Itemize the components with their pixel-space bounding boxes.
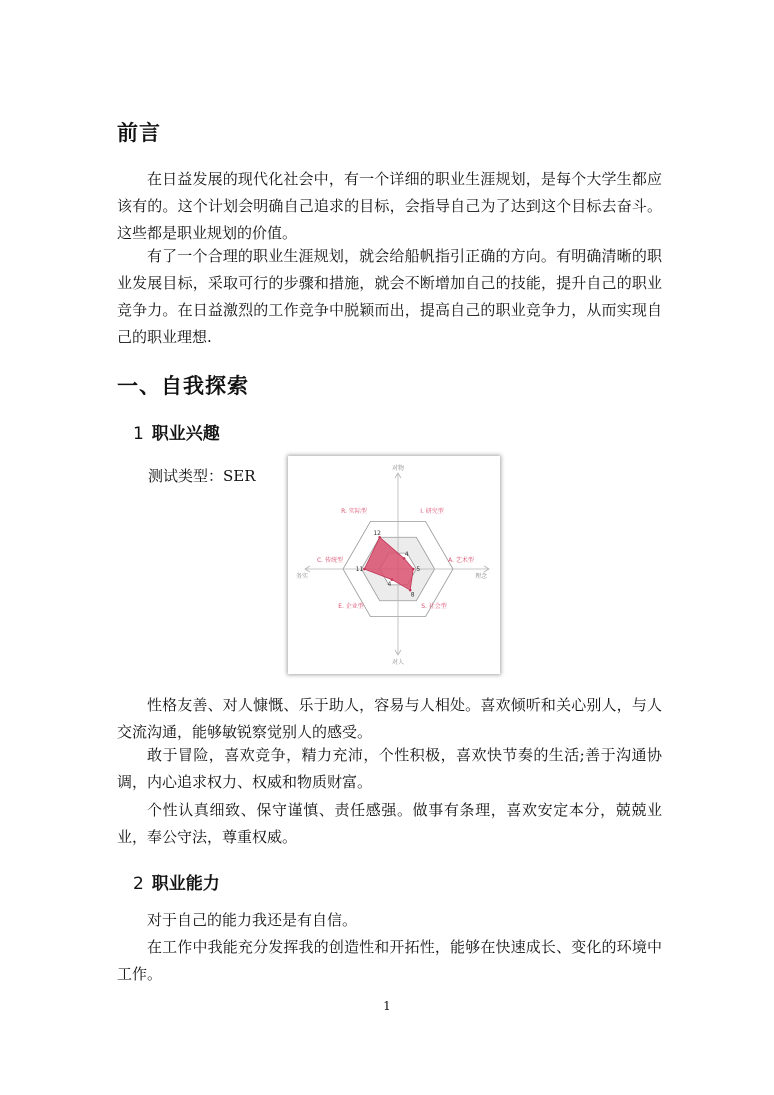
- subsection-number: 1: [133, 424, 144, 444]
- subsection-number: 2: [133, 874, 144, 894]
- interest-paragraph-2: 敢于冒险，喜欢竞争，精力充沛，个性积极，喜欢快节奏的生活;善于沟通协调，内心追求权力、权威和物质财富。: [117, 746, 662, 791]
- page-number: 1: [383, 999, 391, 1013]
- radar-value-label: 8: [410, 591, 415, 599]
- radar-value-label: 4: [404, 551, 409, 559]
- subsection-label: 职业能力: [151, 874, 220, 894]
- interest-paragraph-3: 个性认真细致、保守谨慎、责任感强。做事有条理，喜欢安定本分，兢兢业业，奉公守法，尊重权威。: [117, 801, 662, 846]
- radar-value-label: 12: [373, 529, 381, 537]
- subsection-title-interest: [133, 419, 220, 444]
- preface-paragraph-1: 在日益发展的现代化社会中，有一个详细的职业生涯规划，是每个大学生都应该有的。这个计划会明确自己追求的目标，会指导自己为了达到这个目标去奋斗。这些都是职业规划的价值。: [117, 170, 662, 242]
- ability-paragraph-2: 在工作中我能充分发挥我的创造性和开拓性，能够在快速成长、变化的环境中工作。: [117, 938, 662, 983]
- interest-paragraph-1: 性格友善、对人慷慨、乐于助人，容易与人相处。喜欢倾听和关心别人，与人交流沟通，能够敏锐察觉别人的感受。: [117, 696, 662, 741]
- radar-category-label: C. 传统型: [316, 557, 344, 564]
- radar-category-label: S. 社会型: [421, 603, 447, 610]
- radar-category-label: A. 艺术型: [448, 557, 474, 564]
- radar-category-label: E. 企业型: [338, 603, 364, 610]
- radar-value-label: 11: [355, 566, 364, 573]
- radar-axis-label-top: 对物: [391, 465, 405, 472]
- ability-paragraph-1: 对于自己的能力我还是有自信。: [147, 911, 358, 929]
- radar-axis-label-left: 务实: [295, 573, 309, 580]
- preface-title: 前言: [117, 121, 161, 145]
- test-type-label: 测试类型：SER: [148, 467, 256, 485]
- radar-data-point: [363, 568, 366, 571]
- radar-chart-frame: [288, 456, 500, 674]
- preface-paragraph-2: 有了一个合理的职业生涯规划，就会给船帆指引正确的方向。有明确清晰的职业发展目标，采取可行的步骤和措施，就会不断增加自己的技能，提升自己的职业竞争力。在日益激烈的工作竞争中脱颖而出，提高自己的职业竞争力，从而实现自己的职业理想.: [117, 247, 662, 346]
- radar-chart: [288, 456, 500, 674]
- radar-category-label: I. 研究型: [420, 508, 444, 515]
- radar-axis-label-right: 理念: [474, 573, 488, 580]
- radar-value-label: 5: [416, 566, 421, 573]
- radar-axis-label-bottom: 对人: [391, 659, 405, 666]
- radar-value-label: 4: [387, 580, 392, 588]
- subsection-title-ability: [133, 869, 220, 894]
- subsection-label: 职业兴趣: [151, 424, 220, 444]
- radar-data-point: [412, 568, 415, 571]
- radar-category-label: R. 实际型: [341, 508, 367, 515]
- section-title: 一、自我探索: [117, 374, 249, 398]
